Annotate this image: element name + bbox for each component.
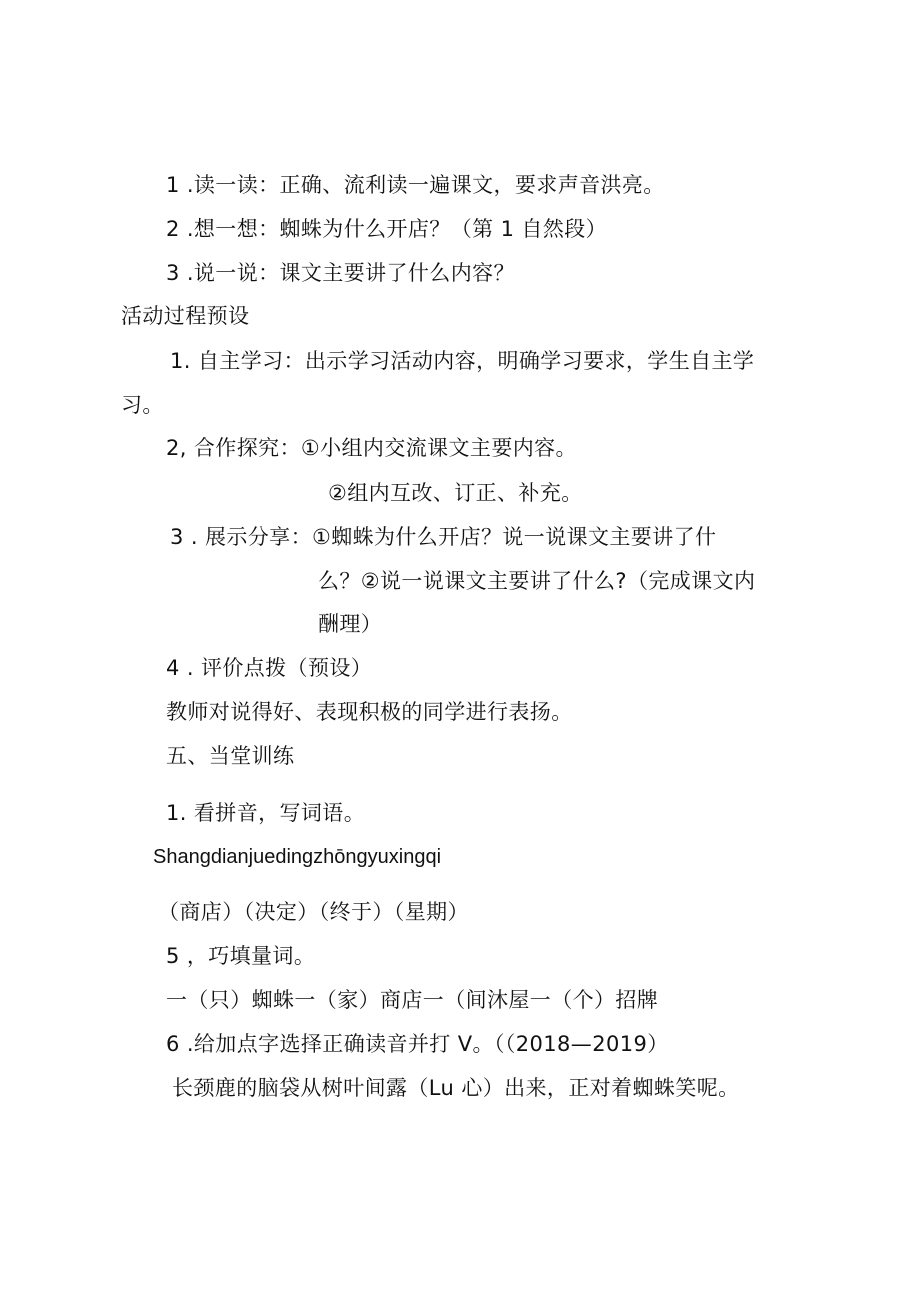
teacher-praise: 教师对说得好、表现积极的同学进行表扬。: [166, 700, 573, 724]
exercise-pinyin-answers: （商店）（决定）（终于）（星期）: [158, 900, 469, 924]
activity-self-study-continued: 习。: [121, 393, 164, 417]
activity-share-end: 酬理）: [318, 612, 383, 636]
activity-share-continued: 么？②说一说课文主要讲了什么?（完成课文内: [318, 569, 756, 593]
exercise-measure-words-title: 5 ，巧填量词。: [166, 944, 316, 968]
exercise-measure-words-line: 一（只）蜘蛛一（家）商店一（间沐屋一（个）招牌: [166, 988, 659, 1012]
activity-share: 3 . 展示分享：①蜘蛛为什么开店？说一说课文主要讲了什: [170, 525, 717, 549]
activity-cooperate-sub: ②组内互改、订正、补充。: [328, 481, 583, 505]
activity-self-study: 1. 自主学习：出示学习活动内容，明确学习要求，学生自主学: [170, 349, 755, 373]
step-say: 3 .说一说：课文主要讲了什么内容？: [166, 261, 515, 285]
section-heading-practice: 五、当堂训练: [166, 744, 295, 768]
exercise-pinyin-title: 1. 看拼音，写词语。: [166, 801, 366, 825]
exercise-pronunciation-title: 6 .给加点字选择正确读音并打 V。（（2018—2019）: [166, 1032, 669, 1056]
exercise-pinyin-line: Shangdianjuedingzhōngyuxingqi: [153, 846, 442, 868]
section-heading-activity: 活动过程预设: [121, 304, 250, 328]
activity-evaluate: 4 . 评价点拨（预设）: [166, 656, 373, 680]
step-think: 2 .想一想：蜘蛛为什么开店？（第 1 自然段）: [166, 217, 608, 241]
activity-cooperate: 2, 合作探究：①小组内交流课文主要内容。: [166, 436, 577, 460]
step-read: 1 .读一读：正确、流利读一遍课文，要求声音洪亮。: [166, 173, 665, 197]
exercise-pronunciation-sentence: 长颈鹿的脑袋从树叶间露（Lu 心）出来，正对着蜘蛛笑呢。: [172, 1076, 740, 1100]
